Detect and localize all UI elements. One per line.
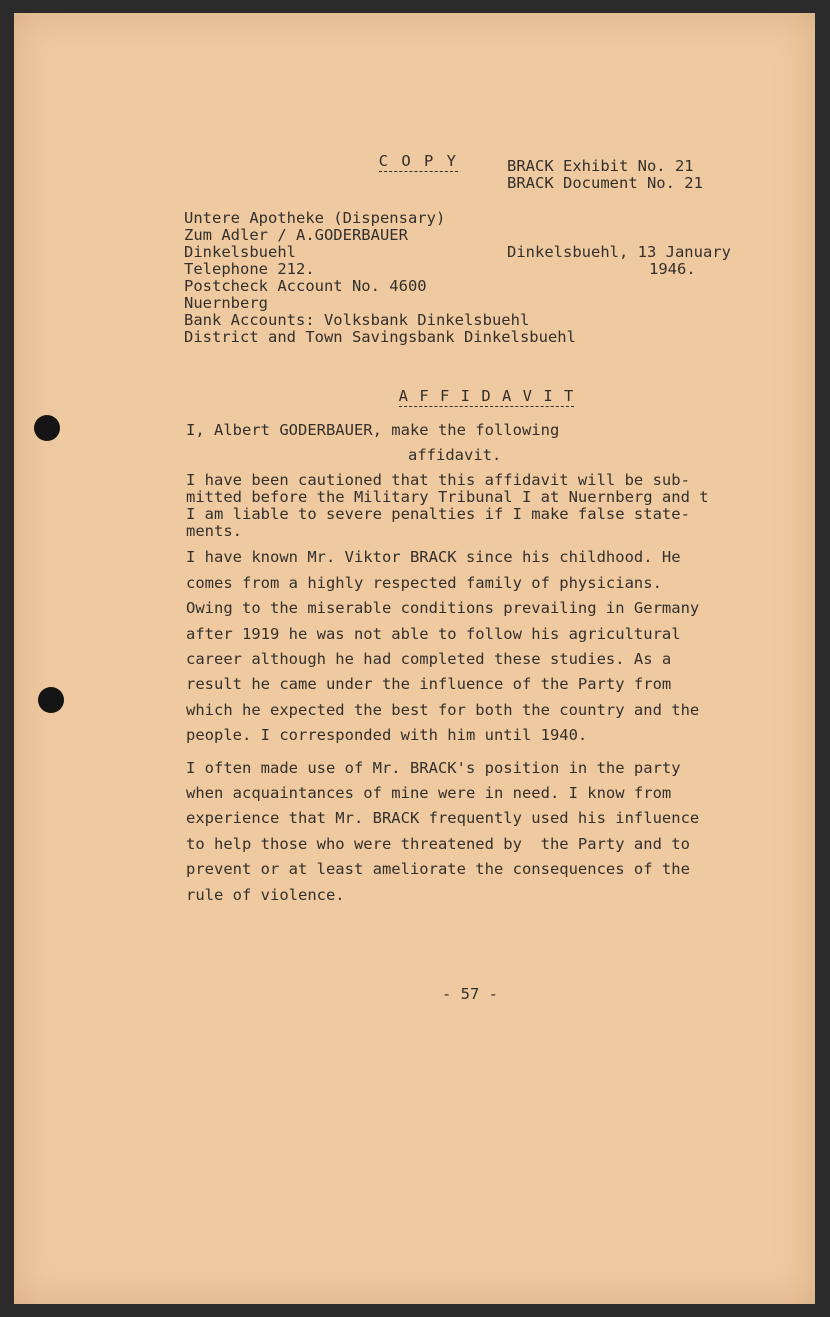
affidavit-title: A F F I D A V I T xyxy=(398,387,575,405)
letterhead-line: Untere Apotheke (Dispensary) xyxy=(184,209,446,227)
caution-line: mitted before the Military Tribunal I at Nuernberg and t xyxy=(186,488,709,506)
paragraph-line: prevent or at least ameliorate the consequences of the xyxy=(186,860,690,878)
paragraph-line: experience that Mr. BRACK frequently used his influence xyxy=(186,809,700,827)
caution-line: I am liable to severe penalties if I make false state- xyxy=(186,505,690,523)
intro-line: I, Albert GODERBAUER, make the following xyxy=(186,421,560,439)
paragraph-line: result he came under the influence of the Party from xyxy=(186,675,672,693)
paragraph-line: career although he had completed these studies. As a xyxy=(186,650,672,668)
letterhead-line: Bank Accounts: Volksbank Dinkelsbuehl xyxy=(184,311,530,329)
paragraph-line: which he expected the best for both the country and the xyxy=(186,701,700,719)
paragraph-line: rule of violence. xyxy=(186,886,345,904)
letterhead-line: Nuernberg xyxy=(184,294,268,312)
paragraph-line: comes from a highly respected family of physicians. xyxy=(186,574,662,592)
paragraph-line: to help those who were threatened by the Party and to xyxy=(186,835,690,853)
paragraph-line: I have known Mr. Viktor BRACK since his childhood. He xyxy=(186,548,681,566)
paragraph-line: after 1919 he was not able to follow his agricultural xyxy=(186,625,681,643)
date-year: 1946. xyxy=(649,260,696,278)
exhibit-number: BRACK Exhibit No. 21 xyxy=(507,157,694,175)
paragraph-line: Owing to the miserable conditions prevailing in Germany xyxy=(186,599,700,617)
document-number: BRACK Document No. 21 xyxy=(507,174,703,192)
paragraph-line: people. I corresponded with him until 1940. xyxy=(186,726,588,744)
letterhead-line: Dinkelsbuehl xyxy=(184,243,296,261)
copy-heading: C O P Y xyxy=(378,152,458,170)
letterhead-line: Postcheck Account No. 4600 xyxy=(184,277,427,295)
page-number: - 57 - xyxy=(442,985,498,1003)
intro-affidavit: affidavit. xyxy=(408,446,502,464)
caution-line: I have been cautioned that this affidavit will be sub- xyxy=(186,471,690,489)
place-date: Dinkelsbuehl, 13 January xyxy=(507,243,731,261)
paragraph-line: I often made use of Mr. BRACK's position in the party xyxy=(186,759,681,777)
caution-line: ments. xyxy=(186,522,242,540)
letterhead-line: Zum Adler / A.GODERBAUER xyxy=(184,226,408,244)
paragraph-line: when acquaintances of mine were in need. I know from xyxy=(186,784,672,802)
binder-hole-top xyxy=(34,415,60,441)
binder-hole-bottom xyxy=(38,687,64,713)
letterhead-line: District and Town Savingsbank Dinkelsbuehl xyxy=(184,328,576,346)
letterhead-line: Telephone 212. xyxy=(184,260,315,278)
